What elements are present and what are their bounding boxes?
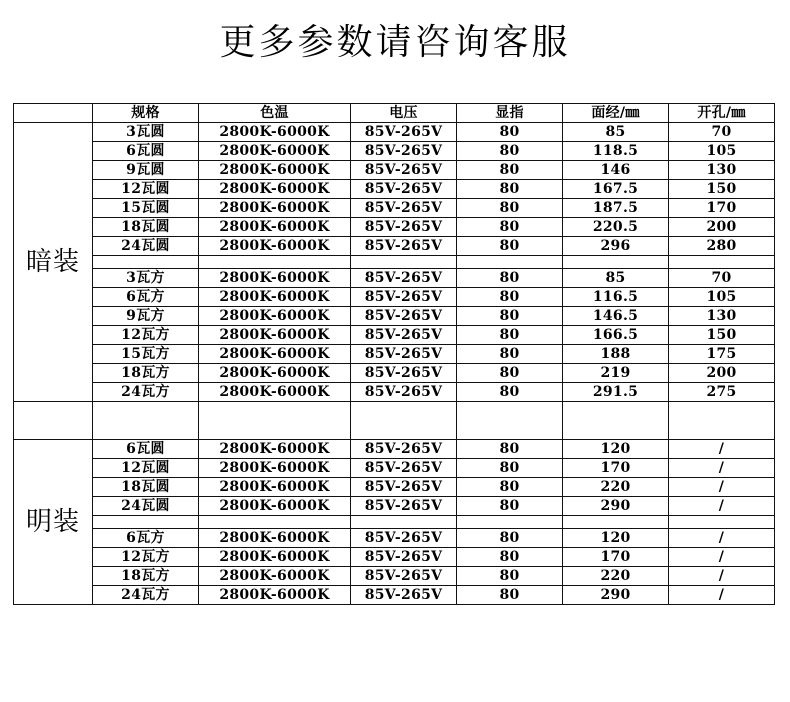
cell-color-temp: 2800K-6000K: [199, 199, 351, 218]
table-row: [14, 383, 775, 402]
cell-cutout: 200: [669, 364, 775, 383]
column-header-cri: 显指: [457, 104, 563, 123]
cell-cri: 80: [457, 497, 563, 516]
cell-color-temp: 2800K-6000K: [199, 586, 351, 605]
cell-voltage: 85V-265V: [351, 307, 457, 326]
cell-face-diameter: 116.5: [563, 288, 669, 307]
cell-voltage: 85V-265V: [351, 199, 457, 218]
table-row: [14, 161, 775, 180]
cell-color-temp: 2800K-6000K: [199, 123, 351, 142]
cell-face-diameter: 220.5: [563, 218, 669, 237]
cell-cutout: 150: [669, 326, 775, 345]
cell-cri: 80: [457, 180, 563, 199]
table-row: [14, 307, 775, 326]
cell-color-temp: 2800K-6000K: [199, 459, 351, 478]
column-header-color-temp: 色温: [199, 104, 351, 123]
cell-color-temp: 2800K-6000K: [199, 548, 351, 567]
cell-voltage: 85V-265V: [351, 497, 457, 516]
cell-spec: 6瓦圆: [93, 142, 199, 161]
cell-color-temp: 2800K-6000K: [199, 218, 351, 237]
cell-spec: 12瓦圆: [93, 180, 199, 199]
cell-cutout: /: [669, 548, 775, 567]
cell-spec: 24瓦方: [93, 586, 199, 605]
empty-cell: [351, 402, 457, 440]
cell-voltage: 85V-265V: [351, 218, 457, 237]
cell-spec: 15瓦圆: [93, 199, 199, 218]
cell-cri: 80: [457, 345, 563, 364]
empty-cell: [351, 516, 457, 529]
cell-spec: 9瓦方: [93, 307, 199, 326]
cell-cri: 80: [457, 364, 563, 383]
cell-voltage: 85V-265V: [351, 478, 457, 497]
cell-voltage: 85V-265V: [351, 440, 457, 459]
cell-spec: 12瓦圆: [93, 459, 199, 478]
cell-color-temp: 2800K-6000K: [199, 307, 351, 326]
cell-cutout: /: [669, 478, 775, 497]
cell-face-diameter: 291.5: [563, 383, 669, 402]
blank-row: [14, 256, 775, 269]
cell-face-diameter: 120: [563, 440, 669, 459]
section-label: 暗装: [14, 123, 93, 402]
cell-voltage: 85V-265V: [351, 345, 457, 364]
cell-spec: 12瓦方: [93, 326, 199, 345]
section-gap-row: [14, 402, 775, 440]
cell-cutout: 275: [669, 383, 775, 402]
table-row: [14, 567, 775, 586]
empty-cell: [199, 402, 351, 440]
cell-voltage: 85V-265V: [351, 586, 457, 605]
header-row: [14, 104, 775, 123]
page-title: 更多参数请咨询客服: [219, 22, 571, 63]
table-row: [14, 269, 775, 288]
table-row: [14, 478, 775, 497]
cell-face-diameter: 187.5: [563, 199, 669, 218]
empty-cell: [563, 402, 669, 440]
table-row: [14, 440, 775, 459]
cell-voltage: 85V-265V: [351, 288, 457, 307]
cell-cutout: /: [669, 440, 775, 459]
empty-cell: [669, 402, 775, 440]
cell-color-temp: 2800K-6000K: [199, 288, 351, 307]
cell-face-diameter: 170: [563, 459, 669, 478]
empty-cell: [93, 256, 199, 269]
empty-cell: [351, 256, 457, 269]
cell-face-diameter: 146: [563, 161, 669, 180]
cell-cri: 80: [457, 307, 563, 326]
cell-color-temp: 2800K-6000K: [199, 180, 351, 199]
cell-voltage: 85V-265V: [351, 567, 457, 586]
cell-spec: 12瓦方: [93, 548, 199, 567]
table-row: [14, 529, 775, 548]
cell-cri: 80: [457, 288, 563, 307]
cell-voltage: 85V-265V: [351, 459, 457, 478]
cell-color-temp: 2800K-6000K: [199, 326, 351, 345]
cell-cri: 80: [457, 459, 563, 478]
cell-color-temp: 2800K-6000K: [199, 142, 351, 161]
cell-cutout: 150: [669, 180, 775, 199]
cell-cri: 80: [457, 199, 563, 218]
cell-spec: 18瓦方: [93, 567, 199, 586]
cell-face-diameter: 146.5: [563, 307, 669, 326]
cell-voltage: 85V-265V: [351, 237, 457, 256]
table-row: [14, 364, 775, 383]
table-row: [14, 237, 775, 256]
cell-face-diameter: 118.5: [563, 142, 669, 161]
cell-color-temp: 2800K-6000K: [199, 269, 351, 288]
cell-cri: 80: [457, 142, 563, 161]
column-header-face-diameter: 面经/㎜: [563, 104, 669, 123]
empty-cell: [93, 516, 199, 529]
cell-cri: 80: [457, 218, 563, 237]
empty-cell: [563, 516, 669, 529]
cell-cri: 80: [457, 383, 563, 402]
cell-cri: 80: [457, 529, 563, 548]
cell-voltage: 85V-265V: [351, 123, 457, 142]
empty-cell: [669, 516, 775, 529]
cell-color-temp: 2800K-6000K: [199, 383, 351, 402]
cell-cri: 80: [457, 237, 563, 256]
corner-cell: [14, 104, 93, 123]
section-label: 明装: [14, 440, 93, 605]
empty-cell: [199, 516, 351, 529]
cell-spec: 24瓦圆: [93, 497, 199, 516]
cell-face-diameter: 219: [563, 364, 669, 383]
cell-cutout: 70: [669, 269, 775, 288]
cell-color-temp: 2800K-6000K: [199, 364, 351, 383]
cell-cri: 80: [457, 586, 563, 605]
cell-cutout: 105: [669, 142, 775, 161]
cell-cutout: 200: [669, 218, 775, 237]
cell-cri: 80: [457, 326, 563, 345]
cell-color-temp: 2800K-6000K: [199, 345, 351, 364]
cell-spec: 3瓦圆: [93, 123, 199, 142]
cell-spec: 6瓦方: [93, 529, 199, 548]
blank-row: [14, 516, 775, 529]
cell-face-diameter: 85: [563, 123, 669, 142]
cell-color-temp: 2800K-6000K: [199, 497, 351, 516]
cell-voltage: 85V-265V: [351, 326, 457, 345]
cell-cutout: 175: [669, 345, 775, 364]
empty-cell: [93, 402, 199, 440]
cell-color-temp: 2800K-6000K: [199, 440, 351, 459]
cell-cutout: 280: [669, 237, 775, 256]
cell-color-temp: 2800K-6000K: [199, 567, 351, 586]
cell-spec: 3瓦方: [93, 269, 199, 288]
cell-voltage: 85V-265V: [351, 180, 457, 199]
cell-spec: 24瓦方: [93, 383, 199, 402]
empty-cell: [199, 256, 351, 269]
spec-table: [13, 103, 775, 605]
cell-cutout: /: [669, 529, 775, 548]
cell-cutout: /: [669, 497, 775, 516]
cell-spec: 6瓦方: [93, 288, 199, 307]
cell-spec: 18瓦圆: [93, 218, 199, 237]
cell-spec: 15瓦方: [93, 345, 199, 364]
cell-cutout: 130: [669, 161, 775, 180]
cell-face-diameter: 220: [563, 567, 669, 586]
cell-voltage: 85V-265V: [351, 161, 457, 180]
cell-voltage: 85V-265V: [351, 548, 457, 567]
cell-cutout: /: [669, 459, 775, 478]
cell-color-temp: 2800K-6000K: [199, 161, 351, 180]
cell-cutout: 105: [669, 288, 775, 307]
cell-cri: 80: [457, 161, 563, 180]
cell-face-diameter: 166.5: [563, 326, 669, 345]
cell-face-diameter: 167.5: [563, 180, 669, 199]
cell-voltage: 85V-265V: [351, 364, 457, 383]
cell-color-temp: 2800K-6000K: [199, 529, 351, 548]
cell-cri: 80: [457, 548, 563, 567]
cell-cri: 80: [457, 478, 563, 497]
column-header-spec: 规格: [93, 104, 199, 123]
empty-cell: [457, 256, 563, 269]
column-header-voltage: 电压: [351, 104, 457, 123]
cell-cri: 80: [457, 123, 563, 142]
table-row: [14, 586, 775, 605]
table-row: [14, 180, 775, 199]
column-header-cutout: 开孔/㎜: [669, 104, 775, 123]
cell-spec: 9瓦圆: [93, 161, 199, 180]
empty-cell: [457, 402, 563, 440]
empty-cell: [669, 256, 775, 269]
cell-cutout: /: [669, 586, 775, 605]
empty-cell: [14, 402, 93, 440]
cell-cri: 80: [457, 269, 563, 288]
cell-voltage: 85V-265V: [351, 529, 457, 548]
cell-cutout: 70: [669, 123, 775, 142]
cell-cri: 80: [457, 440, 563, 459]
table-row: [14, 288, 775, 307]
table-row: [14, 142, 775, 161]
cell-color-temp: 2800K-6000K: [199, 237, 351, 256]
cell-spec: 24瓦圆: [93, 237, 199, 256]
cell-face-diameter: 290: [563, 586, 669, 605]
cell-spec: 6瓦圆: [93, 440, 199, 459]
cell-face-diameter: 220: [563, 478, 669, 497]
table-row: [14, 199, 775, 218]
empty-cell: [457, 516, 563, 529]
table-row: [14, 218, 775, 237]
table-row: [14, 459, 775, 478]
cell-face-diameter: 188: [563, 345, 669, 364]
cell-cutout: 130: [669, 307, 775, 326]
cell-face-diameter: 85: [563, 269, 669, 288]
table-row: [14, 123, 775, 142]
cell-voltage: 85V-265V: [351, 142, 457, 161]
cell-cutout: /: [669, 567, 775, 586]
empty-cell: [563, 256, 669, 269]
cell-spec: 18瓦方: [93, 364, 199, 383]
table-row: [14, 326, 775, 345]
cell-voltage: 85V-265V: [351, 383, 457, 402]
cell-face-diameter: 170: [563, 548, 669, 567]
cell-face-diameter: 296: [563, 237, 669, 256]
cell-cutout: 170: [669, 199, 775, 218]
cell-face-diameter: 120: [563, 529, 669, 548]
cell-cri: 80: [457, 567, 563, 586]
cell-voltage: 85V-265V: [351, 269, 457, 288]
cell-spec: 18瓦圆: [93, 478, 199, 497]
table-row: [14, 548, 775, 567]
table-row: [14, 345, 775, 364]
cell-color-temp: 2800K-6000K: [199, 478, 351, 497]
table-row: [14, 497, 775, 516]
cell-face-diameter: 290: [563, 497, 669, 516]
